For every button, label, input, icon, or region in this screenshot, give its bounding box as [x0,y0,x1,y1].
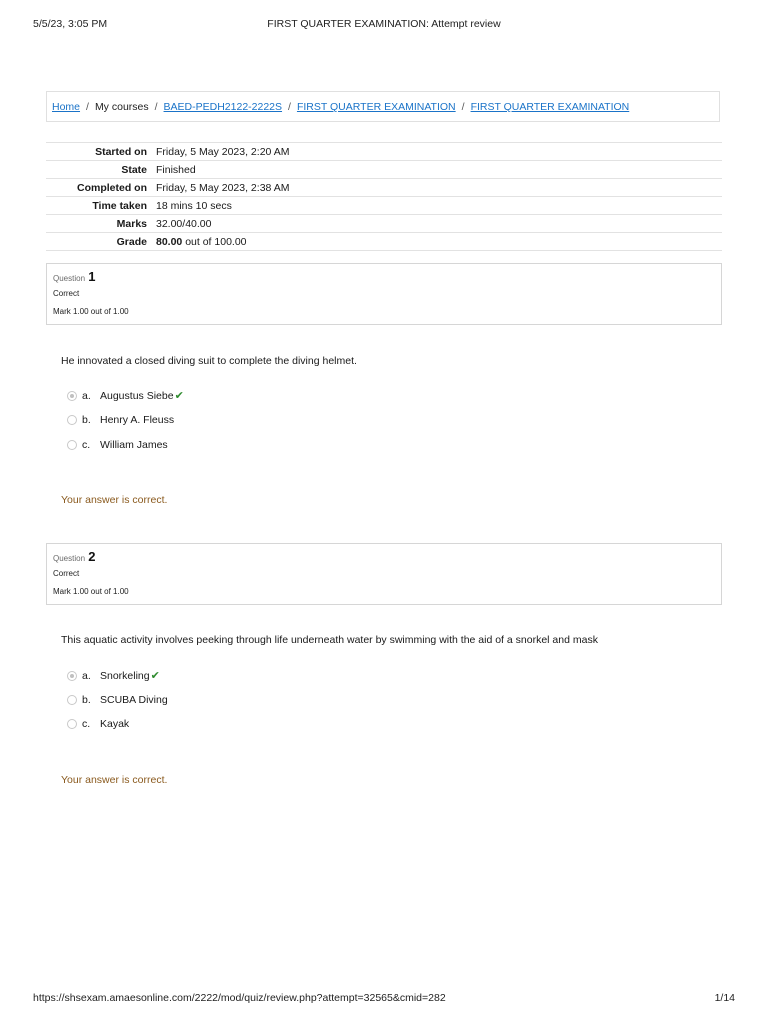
summary-label: State [121,163,147,176]
answer-text: Kayak [100,718,130,730]
question-state: Correct [53,569,80,578]
summary-value: Friday, 5 May 2023, 2:38 AM [156,181,290,194]
answer-letter: a. [82,390,91,402]
summary-label: Time taken [92,199,147,212]
summary-label: Started on [95,145,147,158]
summary-value [156,233,722,251]
question-label: Question [53,554,86,563]
summary-row-started [46,143,722,161]
grade-score: 80.00 [156,235,183,248]
print-footer [33,992,735,1006]
answer-letter: c. [82,718,91,730]
answer-letter: a. [82,670,91,682]
summary-row-marks [46,215,722,233]
question-number-value: 1 [88,269,96,284]
question-state: Correct [53,289,80,298]
answer-feedback: Your answer is correct. [61,494,168,506]
question-number [53,269,96,284]
radio-unselected-icon[interactable] [67,440,77,450]
question-info-box [46,263,722,325]
grade-out-of: out of 100.00 [182,235,247,248]
breadcrumb [46,91,720,122]
breadcrumb-home-link[interactable]: Home [52,101,81,113]
summary-row-completed [46,179,722,197]
breadcrumb-quiz-link[interactable]: FIRST QUARTER EXAMINATION [470,101,630,113]
summary-row-time-taken [46,197,722,215]
breadcrumb-separator: / [461,101,465,113]
summary-value: Finished [156,163,196,176]
breadcrumb-section-link[interactable]: FIRST QUARTER EXAMINATION [296,101,456,113]
print-datetime: 5/5/23, 3:05 PM [33,18,108,30]
radio-unselected-icon[interactable] [67,695,77,705]
attempt-summary-table [46,142,722,251]
breadcrumb-separator: / [288,101,291,113]
question-text: This aquatic activity involves peeking through life underneath water by swimming with the aid of a snorkel and mask [61,634,598,646]
answer-letter: b. [82,414,91,426]
radio-selected-icon[interactable] [67,671,77,681]
summary-value: 18 mins 10 secs [156,199,232,212]
question-number [53,549,96,564]
question-text: He innovated a closed diving suit to complete the diving helmet. [61,355,357,367]
print-url: https://shsexam.amaesonline.com/2222/mod/quiz/review.php?attempt=32565&cmid=282 [33,992,446,1004]
summary-label: Marks [116,217,147,230]
summary-row-state [46,161,722,179]
print-page-number: 1/14 [714,992,735,1004]
answer-text: SCUBA Diving [100,694,168,706]
summary-label: Completed on [77,181,147,194]
question-label: Question [53,274,86,283]
answer-text: Snorkeling [100,670,150,682]
summary-value: 32.00/40.00 [156,217,212,230]
radio-unselected-icon[interactable] [67,415,77,425]
summary-row-grade [46,233,722,251]
question-mark: Mark 1.00 out of 1.00 [53,307,129,316]
breadcrumb-separator: / [86,101,89,113]
answer-text: William James [100,439,168,451]
answer-feedback: Your answer is correct. [61,774,168,786]
answer-text: Henry A. Fleuss [100,414,175,426]
summary-label: Grade [116,235,147,248]
question-number-value: 2 [88,549,96,564]
print-page-title: FIRST QUARTER EXAMINATION: Attempt review [267,18,501,30]
correct-check-icon: ✔ [150,670,160,682]
breadcrumb-course-link[interactable]: BAED-PEDH2122-2222S [163,101,283,113]
print-header [33,18,735,32]
answer-text: Augustus Siebe [100,390,174,402]
correct-check-icon: ✔ [174,390,184,402]
radio-unselected-icon[interactable] [67,719,77,729]
summary-value: Friday, 5 May 2023, 2:20 AM [156,145,290,158]
question-info-box [46,543,722,605]
breadcrumb-separator: / [154,101,158,113]
answer-letter: c. [82,439,91,451]
question-mark: Mark 1.00 out of 1.00 [53,587,129,596]
breadcrumb-my-courses: My courses [94,101,149,113]
answer-letter: b. [82,694,91,706]
radio-selected-icon[interactable] [67,391,77,401]
